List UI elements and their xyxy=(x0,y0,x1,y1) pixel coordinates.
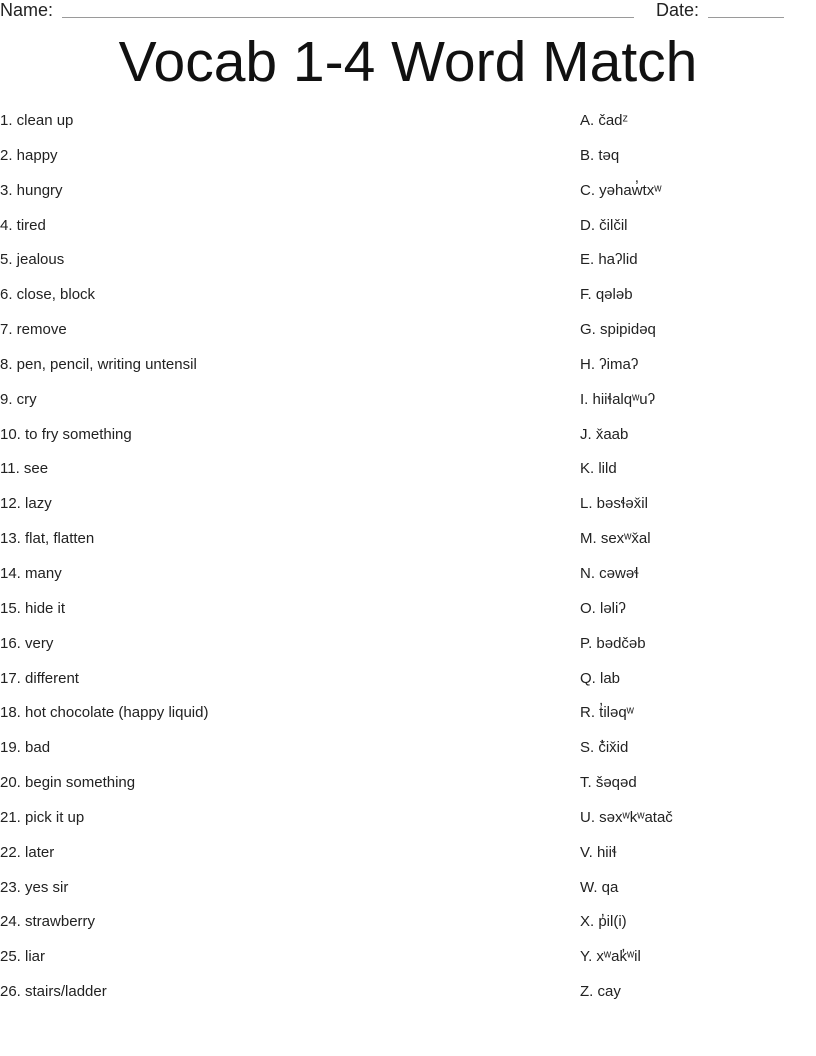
clue-item: 19. bad xyxy=(0,739,51,757)
clue-item: 10. to fry something xyxy=(0,425,132,443)
clue-item: 11. see xyxy=(0,460,49,478)
clue-item: 7. remove xyxy=(0,321,67,339)
answer-item: W. qa xyxy=(580,878,619,896)
answer-item: K. lild xyxy=(580,460,617,478)
answer-item: R. t̓iləqʷ xyxy=(580,704,634,722)
clue-item: 24. strawberry xyxy=(0,913,96,931)
clue-item: 12. lazy xyxy=(0,495,52,513)
answer-item: I. hiiɬalqʷuʔ xyxy=(580,390,656,408)
answer-item: T. šəqəd xyxy=(580,774,637,792)
answer-item: H. ʔimaʔ xyxy=(580,355,639,373)
date-label: Date: xyxy=(656,0,700,20)
answer-item: Q. lab xyxy=(580,669,621,687)
answer-item: B. təq xyxy=(580,146,620,164)
header xyxy=(0,0,816,24)
answer-list xyxy=(580,104,810,1010)
clue-item: 15. hide it xyxy=(0,599,66,617)
answer-item: M. sexʷx̌al xyxy=(580,530,651,548)
clue-item: 25. liar xyxy=(0,948,46,966)
clue-item: 4. tired xyxy=(0,216,46,234)
clue-item: 13. flat, flatten xyxy=(0,530,95,548)
answer-item: V. hiiɬ xyxy=(580,843,617,861)
answer-item: J. x̌aab xyxy=(580,425,629,443)
clue-item: 8. pen, pencil, writing untensil xyxy=(0,355,197,373)
clue-item: 21. pick it up xyxy=(0,808,85,826)
name-field-line[interactable] xyxy=(62,17,634,18)
page-title: Vocab 1-4 Word Match xyxy=(118,30,698,94)
answer-item: N. cəwəɬ xyxy=(580,564,639,582)
answer-item: P. bədčəb xyxy=(580,634,646,652)
clue-item: 3. hungry xyxy=(0,181,63,199)
clue-item: 16. very xyxy=(0,634,54,652)
clue-item: 2. happy xyxy=(0,146,58,164)
clue-item: 20. begin something xyxy=(0,774,136,792)
answer-item: Z. cay xyxy=(580,983,621,1001)
answer-item: A. čadᶻ xyxy=(580,112,628,129)
answer-item: S. č̓ix̌id xyxy=(580,739,629,757)
clue-item: 22. later xyxy=(0,843,55,861)
clue-item: 26. stairs/ladder xyxy=(0,983,107,1001)
answer-item: E. haʔlid xyxy=(580,251,638,269)
answer-item: X. p̓il(i) xyxy=(580,913,627,931)
clue-list xyxy=(0,104,520,1010)
answer-item: Y. xʷak̓ʷil xyxy=(580,948,641,966)
answer-item: L. bəsɬəx̌il xyxy=(580,495,648,513)
answer-item: U. səxʷkʷatač xyxy=(580,808,673,826)
clue-item: 6. close, block xyxy=(0,286,96,304)
answer-item: F. qələb xyxy=(580,286,633,304)
clue-item: 17. different xyxy=(0,669,79,687)
clue-item: 5. jealous xyxy=(0,251,65,269)
date-field-line[interactable] xyxy=(708,17,784,18)
answer-item: G. spipidəq xyxy=(580,321,656,339)
name-label: Name: xyxy=(0,0,54,20)
answer-item: D. čilčil xyxy=(580,216,628,234)
clue-item: 18. hot chocolate (happy liquid) xyxy=(0,704,209,722)
clue-item: 9. cry xyxy=(0,390,37,408)
answer-item: C. yəhaw̓txʷ xyxy=(580,181,662,199)
answer-item: O. ləliʔ xyxy=(580,599,626,617)
clue-item: 23. yes sir xyxy=(0,878,69,896)
clue-item: 14. many xyxy=(0,564,62,582)
clue-item: 1. clean up xyxy=(0,112,74,129)
